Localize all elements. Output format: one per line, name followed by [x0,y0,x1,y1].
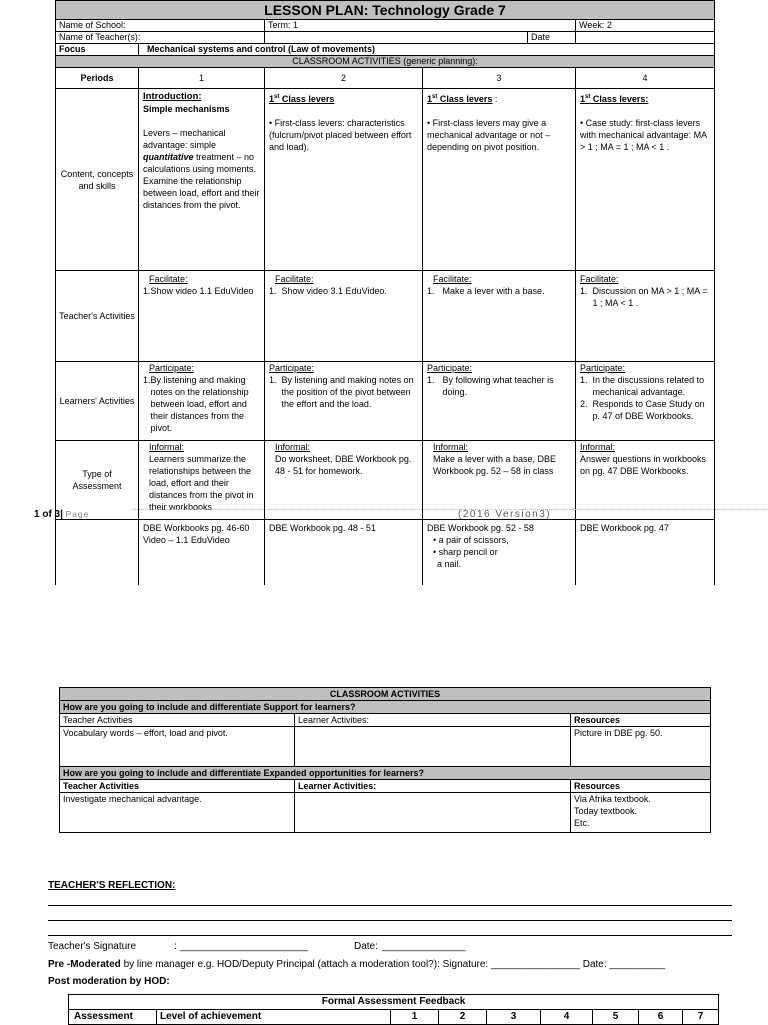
classroom-activities-title: CLASSROOM ACTIVITIES [60,688,711,701]
content-period-1 [139,89,265,271]
expanded-learner-cell [295,793,571,833]
teacher-activities-header: Teacher Activities [60,714,295,727]
resources-period-3 [423,520,576,585]
date-field[interactable]: Date [531,32,551,42]
list-item: 1. In the discussions related to mechanical advantage. [580,375,705,397]
date-blank[interactable] [576,32,715,44]
resources-row-label [56,520,139,585]
level-4: 4 [541,1010,593,1025]
reflection-line[interactable] [48,920,732,921]
period-1: 1 [139,68,265,89]
learner-activities-header: Learner Activities: [295,714,571,727]
focus-label: Focus [56,44,139,56]
first-class-levers-heading: 1st Class levers [269,94,335,104]
date-field[interactable]: _______________ [382,941,466,952]
post-moderation-label: Post moderation by HOD: [48,976,170,987]
learners-period-4 [576,362,715,441]
school-name-field[interactable]: Name of School: [56,20,265,32]
participate-label: Participate: [580,363,626,373]
assessment-text: Make a lever with a base, DBE Workbook pg. 52 – 58 in class [433,454,557,476]
period-3: 3 [423,68,576,89]
first-class-levers-heading: 1st Class levers : [427,94,498,104]
expanded-question: How are you going to include and differentiate Expanded opportunities for learners? [60,767,711,780]
date-label: Date: [354,941,378,952]
teacher-name-blank[interactable] [265,32,528,43]
learners-period-3 [423,362,576,441]
levers-text: Levers – mechanical advantage: simple quantitative treatment – no calculations using moments. [143,128,257,174]
reflection-line[interactable] [48,935,732,936]
level-3: 3 [487,1010,541,1025]
teacher-period-2 [265,271,423,362]
support-question: How are you going to include and differentiate Support for learners? [60,701,711,714]
list-item: 1. By listening and making notes on the position of the pivot between the effort and the load. [269,375,414,409]
page-footer [34,509,734,521]
list-item: Via Afrika textbook. [574,794,651,804]
mechanical-advantage-text: • First-class levers may give a mechanical advantage or not – depending on pivot position. [427,118,551,152]
signature-colon: : [174,941,177,952]
simple-mechanisms-heading: Simple mechanisms [143,104,230,114]
content-period-4 [576,89,715,271]
week-field[interactable]: Week: 2 [576,20,715,32]
version-label: (2016 Version3) [458,509,552,520]
informal-label: Informal: [149,442,185,452]
teacher-row-label: Teacher's Activities [56,271,139,362]
participate-label: Participate: [427,363,473,373]
resources-header: Resources [571,780,711,793]
list-item: 1. By listening and making notes on the relationship between load, effort and their distances from the pivot. [143,375,249,433]
first-class-levers-heading: 1st Class levers: [580,94,649,104]
resources-header: Resources [571,714,711,727]
assessment-text: Answer questions in workbooks on pg. 47 DBE Workbooks. [580,454,707,476]
list-item: • sharp pencil or [433,547,498,557]
level-1: 1 [391,1010,439,1025]
classroom-activities-table [59,687,711,833]
period-2: 2 [265,68,423,89]
signature-field[interactable]: _______________________ [180,941,308,952]
content-period-3 [423,89,576,271]
lesson-plan-table [55,0,715,585]
assessment-period-2 [265,441,423,520]
informal-label: Informal: [433,442,469,452]
assessment-period-1 [139,441,265,520]
periods-label: Periods [56,68,139,89]
facilitate-label: Facilitate: [275,274,314,284]
resources-period-1 [139,520,265,585]
resource-item: DBE Workbooks pg. 46-60 [143,523,250,533]
pre-moderation-line: Pre -Moderated by line manager e.g. HOD/Deputy Principal (attach a moderation tool?): Signature: ________________ Date: __________ [48,959,666,970]
level-7: 7 [683,1010,719,1025]
level-6: 6 [639,1010,683,1025]
content-row-label: Content, concepts and skills [56,89,139,271]
learners-period-1 [139,362,265,441]
facilitate-label: Facilitate: [580,274,619,284]
first-class-characteristics: • First-class levers: characteristics (fulcrum/pivot placed between effort and load). [269,118,412,152]
expanded-teacher-cell: Investigate mechanical advantage. [60,793,295,833]
intro-heading: Introduction: [143,91,202,102]
focus-value: Mechanical systems and control (Law of movements) [139,44,715,56]
period-4: 4 [576,68,715,89]
informal-label: Informal: [580,442,616,452]
learners-row-label: Learners' Activities [56,362,139,441]
support-learner-cell [295,727,571,767]
list-item: 1. By following what teacher is doing. [427,375,554,397]
level-5: 5 [593,1010,639,1025]
list-item: 2. Responds to Case Study on p. 47 of DBE Workbooks. [580,399,705,421]
reflection-heading: TEACHER'S REFLECTION: [48,880,176,891]
participate-label: Participate: [269,363,315,373]
teacher-period-1 [139,271,265,362]
teacher-name-field[interactable]: Name of Teacher(s): [56,32,265,44]
informal-label: Informal: [275,442,311,452]
resources-period-2 [265,520,423,585]
list-item: Today textbook. [574,806,638,816]
list-item: • a pair of scissors, [433,535,509,545]
level-2: 2 [439,1010,487,1025]
assessment-column-header: Assessment [69,1010,157,1025]
list-item: 1. Make a lever with a base. [427,286,545,296]
list-item: 1. Discussion on MA > 1 ; MA = 1 ; MA < 1 . [580,286,708,308]
resources-period-4 [576,520,715,585]
assessment-period-3 [423,441,576,520]
teacher-name-date-cell [265,32,576,44]
feedback-title: Formal Assessment Feedback [69,995,719,1010]
resource-item: DBE Workbook pg. 48 - 51 [269,523,376,533]
level-column-header: Level of achievement [157,1010,391,1025]
lesson-plan-title: LESSON PLAN: Technology Grade 7 [56,1,715,20]
reflection-line[interactable] [48,905,732,906]
resource-item: DBE Workbook pg. 52 - 58 [427,523,534,533]
participate-label: Participate: [149,363,195,373]
teacher-activities-header: Teacher Activities [60,780,295,793]
support-resources-cell: Picture in DBE pg. 50. [571,727,711,767]
expanded-resources-cell [571,793,711,833]
teacher-period-3 [423,271,576,362]
case-study-text: • Case study: first-class levers with mechanical advantage: MA > 1 ; MA = 1 ; MA < 1 . [580,118,707,152]
examine-text: Examine the relationship between load, effort and their distances from the pivot. [143,176,260,210]
classroom-activities-heading: CLASSROOM ACTIVITIES (generic planning): [56,56,715,68]
term-field[interactable]: Term: 1 [265,20,576,32]
teacher-period-4 [576,271,715,362]
resource-item: DBE Workbook pg. 47 [580,523,669,533]
support-teacher-cell: Vocabulary words – effort, load and pivot. [60,727,295,767]
list-item: 1. Show video 3.1 EduVideo. [269,286,387,296]
assessment-feedback-table [68,994,719,1025]
footer-divider [132,509,768,510]
learner-activities-header: Learner Activities: [295,780,571,793]
facilitate-label: Facilitate: [433,274,472,284]
list-item: Etc. [574,818,590,828]
learners-period-2 [265,362,423,441]
content-period-2 [265,89,423,271]
page-number: 1 of 3| Page [34,509,90,520]
resource-item: Video – 1.1 EduVideo [143,535,230,545]
list-item: 1. Show video 1.1 EduVideo [143,286,254,296]
assessment-row-label: Type of Assessment [56,441,139,520]
assessment-text: Do worksheet, DBE Workbook pg. 48 - 51 for homework. [275,454,412,476]
list-item: a nail. [437,559,462,569]
assessment-text: Learners summarize the relationships between the load, effort and their distances from the pivot in their workbooks. [149,454,254,512]
signature-label: Teacher's Signature [48,941,137,952]
assessment-period-4 [576,441,715,520]
facilitate-label: Facilitate: [149,274,188,284]
